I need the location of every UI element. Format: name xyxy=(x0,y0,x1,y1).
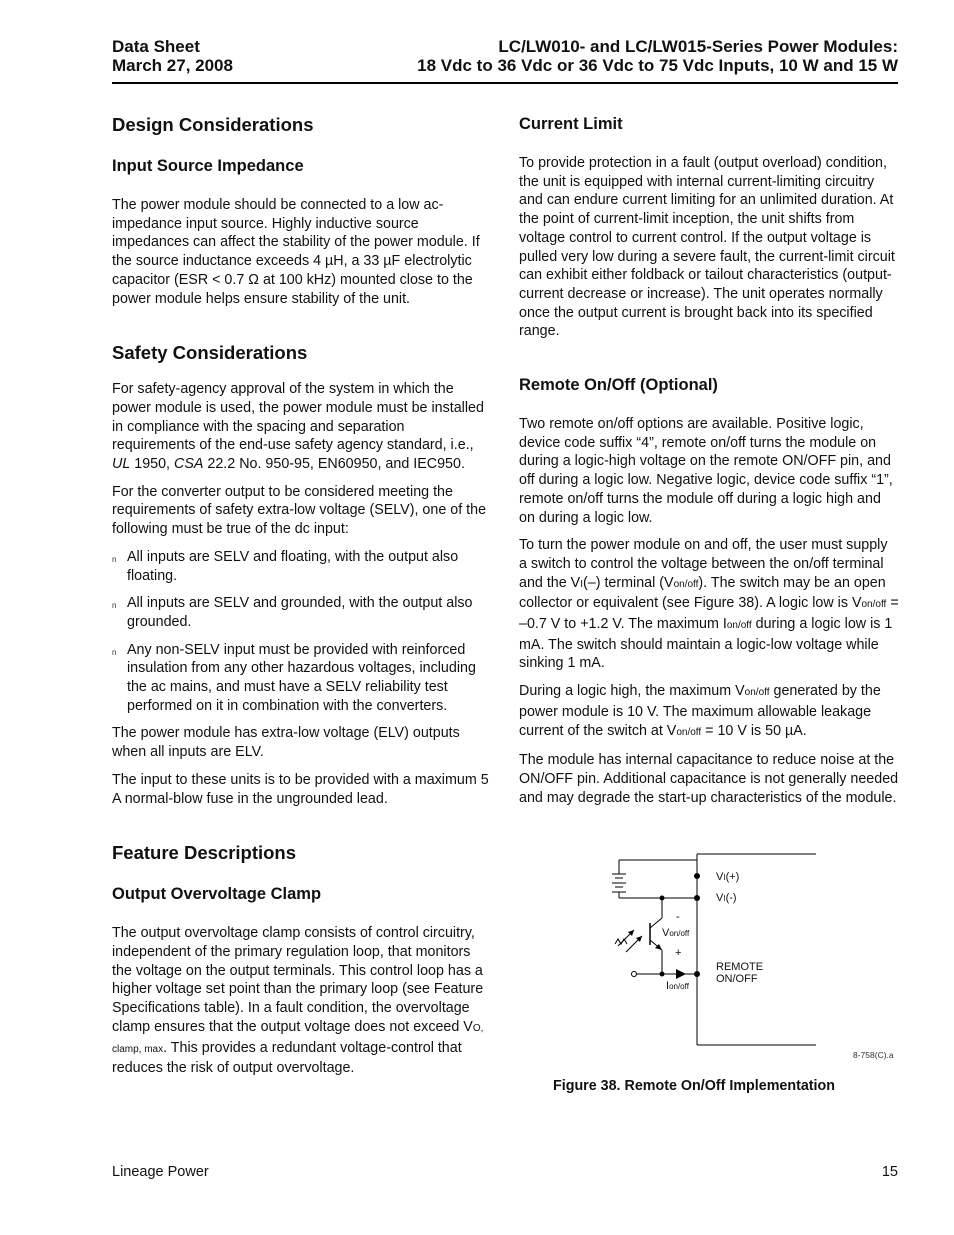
subscript: on/off xyxy=(861,599,887,611)
safety-paragraph-2: For the converter output to be considered meeting the requirements of safety extra-low voltage (SELV), one of the following must be true of the dc input: xyxy=(112,483,487,538)
vi-minus-label: VI(-) xyxy=(716,892,737,904)
safety-p1-text: 22.2 No. 950-95, EN60950, and IEC950. xyxy=(203,456,465,473)
bullet-marker: n xyxy=(112,554,117,564)
header-right xyxy=(417,37,898,75)
figure-code: 8-758(C).a xyxy=(853,1050,894,1060)
subscript: on/off xyxy=(673,578,699,590)
bullet-marker: n xyxy=(112,647,117,657)
remote-paragraph-4: The module has internal capacitance to reduce noise at the ON/OFF pin. Additional capacitance is not generally needed and may degrade the start-up characteristics of the module. xyxy=(519,752,899,806)
remote-p2-text: = –0.7 V to +1.2 V. The maximum I xyxy=(519,595,899,633)
ovc-subscript: O, clamp, max xyxy=(112,1022,484,1055)
list-item xyxy=(112,641,490,716)
ul-standard: UL xyxy=(112,456,131,473)
remote-p2-text: To turn the power module on and off, the user must supply a switch to control the voltage between the on/off terminal and the V xyxy=(519,537,888,591)
feature-descriptions-heading: Feature Descriptions xyxy=(112,842,297,864)
vi-minus-terminal-icon xyxy=(694,895,700,901)
safety-p1-text: 1950, xyxy=(130,456,175,473)
safety-paragraph-4: The input to these units is to be provided with a maximum 5 A normal-blow fuse in the ungrounded lead. xyxy=(112,771,489,807)
subscript: on/off xyxy=(744,687,770,699)
remote-paragraph-1: Two remote on/off options are available. Positive logic, device code suffix “4”, remote on/off turns the module on during a logic-high voltage on the remote ON/OFF pin, and off during a logic low. Negative logic, device code suffix “1”, remote on/off turns the module off during a logic high and on during a logic low. xyxy=(519,416,893,526)
plus-sign-label: + xyxy=(675,947,682,959)
remote-p3-text: generated by the power module is 10 V. The maximum allowable leakage current of the switch at V xyxy=(519,683,881,739)
remote-paragraph-2 xyxy=(519,536,899,673)
subscript: on/off xyxy=(726,620,752,632)
output-overvoltage-clamp-text xyxy=(112,924,490,1078)
input-source-impedance-text: The power module should be connected to a low ac-impedance input source. Highly inductive source impedances can affect the stability of the power module. If the source inductance exceeds 4 µH, a 33 µF electrolytic capacitor (ESR < 0.7 Ω at 100 kHz) mounted close to the power module helps ensure stability of the unit. xyxy=(112,197,480,307)
subscript: I xyxy=(580,578,583,590)
remote-on-off-heading: Remote On/Off (Optional) xyxy=(519,376,718,395)
document-title: LC/LW010- and LC/LW015-Series Power Modules: xyxy=(498,37,898,56)
current-limit-text: To provide protection in a fault (output overload) condition, the unit is equipped with internal current-limiting circuitry and can endure current limiting for an unlimited duration. At the point of current-limit inception, the unit shifts from voltage control to current control. If the output voltage is pulled very low during a severe fault, the current-limit circuit can exhibit either foldback or tailout characteristics (output-current decrease or increase). The unit operates normally once the output current is brought back into its specified range. xyxy=(519,155,895,340)
current-arrow-icon xyxy=(676,969,686,979)
document-date: March 27, 2008 xyxy=(112,56,233,75)
safety-paragraph-3: The power module has extra-low voltage (ELV) outputs when all inputs are ELV. xyxy=(112,725,460,761)
remote-p3-text: = 10 V is 50 µA. xyxy=(701,722,807,739)
vi-plus-label: VI(+) xyxy=(716,871,740,883)
current-limit-heading: Current Limit xyxy=(519,115,623,133)
list-item xyxy=(112,594,490,631)
footer-company: Lineage Power xyxy=(112,1164,209,1180)
safety-p1-text: For safety-agency approval of the system in which the power module is used, the power module must be installed in compliance with the spacing and separation requirements of the end-use safety agency standard, i.e., xyxy=(112,381,484,454)
safety-paragraph-1 xyxy=(112,380,490,474)
bullet-marker: n xyxy=(112,601,117,611)
figure-caption: Figure 38. Remote On/Off Implementation xyxy=(553,1078,836,1094)
header-rule xyxy=(112,82,898,84)
list-item xyxy=(112,548,490,585)
document-subtitle: 18 Vdc to 36 Vdc or 36 Vdc to 75 Vdc Inputs, 10 W and 15 W xyxy=(417,56,898,75)
page-number: 15 xyxy=(881,1164,898,1180)
ovc-text: The output overvoltage clamp consists of control circuitry, independent of the primary regulation loop, that monitors the voltage on the output terminals. This control loop has a higher voltage set point than the primary loop (see Feature Specifications table). In a fault condition, the overvoltage clamp ensures that the output voltage does not exceed V xyxy=(112,925,484,1035)
list-item-text: All inputs are SELV and grounded, with the output also grounded. xyxy=(127,595,473,630)
minus-sign-label: - xyxy=(676,911,680,923)
ovc-text: . This provides a redundant voltage-control that reduces the risk of output overvoltage. xyxy=(112,1039,462,1077)
remote-p2-text: (–) terminal (V xyxy=(583,574,674,591)
header-left xyxy=(112,37,233,75)
von-off-label: Von/off xyxy=(662,927,690,939)
left-column xyxy=(112,110,490,1078)
input-source-impedance-heading: Input Source Impedance xyxy=(112,157,304,175)
remote-p3-text: During a logic high, the maximum V xyxy=(519,683,745,700)
remote-paragraph-3 xyxy=(519,682,899,742)
selv-conditions-list xyxy=(112,548,490,716)
design-considerations-heading: Design Considerations xyxy=(112,114,314,135)
open-terminal-icon xyxy=(632,972,637,977)
remote-terminal-icon xyxy=(694,971,700,977)
ion-off-label: Ion/off xyxy=(666,980,689,992)
safety-considerations-heading: Safety Considerations xyxy=(112,342,308,364)
remote-on-off-label: REMOTE ON/OFF xyxy=(716,961,764,985)
document-type: Data Sheet xyxy=(112,37,200,56)
remote-on-off-circuit-diagram xyxy=(600,848,900,1068)
list-item-text: All inputs are SELV and floating, with the output also floating. xyxy=(127,548,459,584)
remote-p2-text: ). The switch may be an open collector or equivalent (see Figure 38). A logic low is V xyxy=(519,574,886,612)
output-overvoltage-clamp-heading: Output Overvoltage Clamp xyxy=(112,885,322,904)
csa-standard: CSA xyxy=(174,456,204,473)
right-column xyxy=(519,110,899,807)
subscript: on/off xyxy=(676,726,702,738)
remote-p2-text: during a logic low is 1 mA. The switch should maintain a logic-low voltage while sinking 1 mA. xyxy=(519,616,893,672)
list-item-text: Any non-SELV input must be provided with reinforced insulation from any other hazardous voltages, including the ac mains, and must have a SELV reliability test performed on it in combination with the converters. xyxy=(127,641,476,714)
